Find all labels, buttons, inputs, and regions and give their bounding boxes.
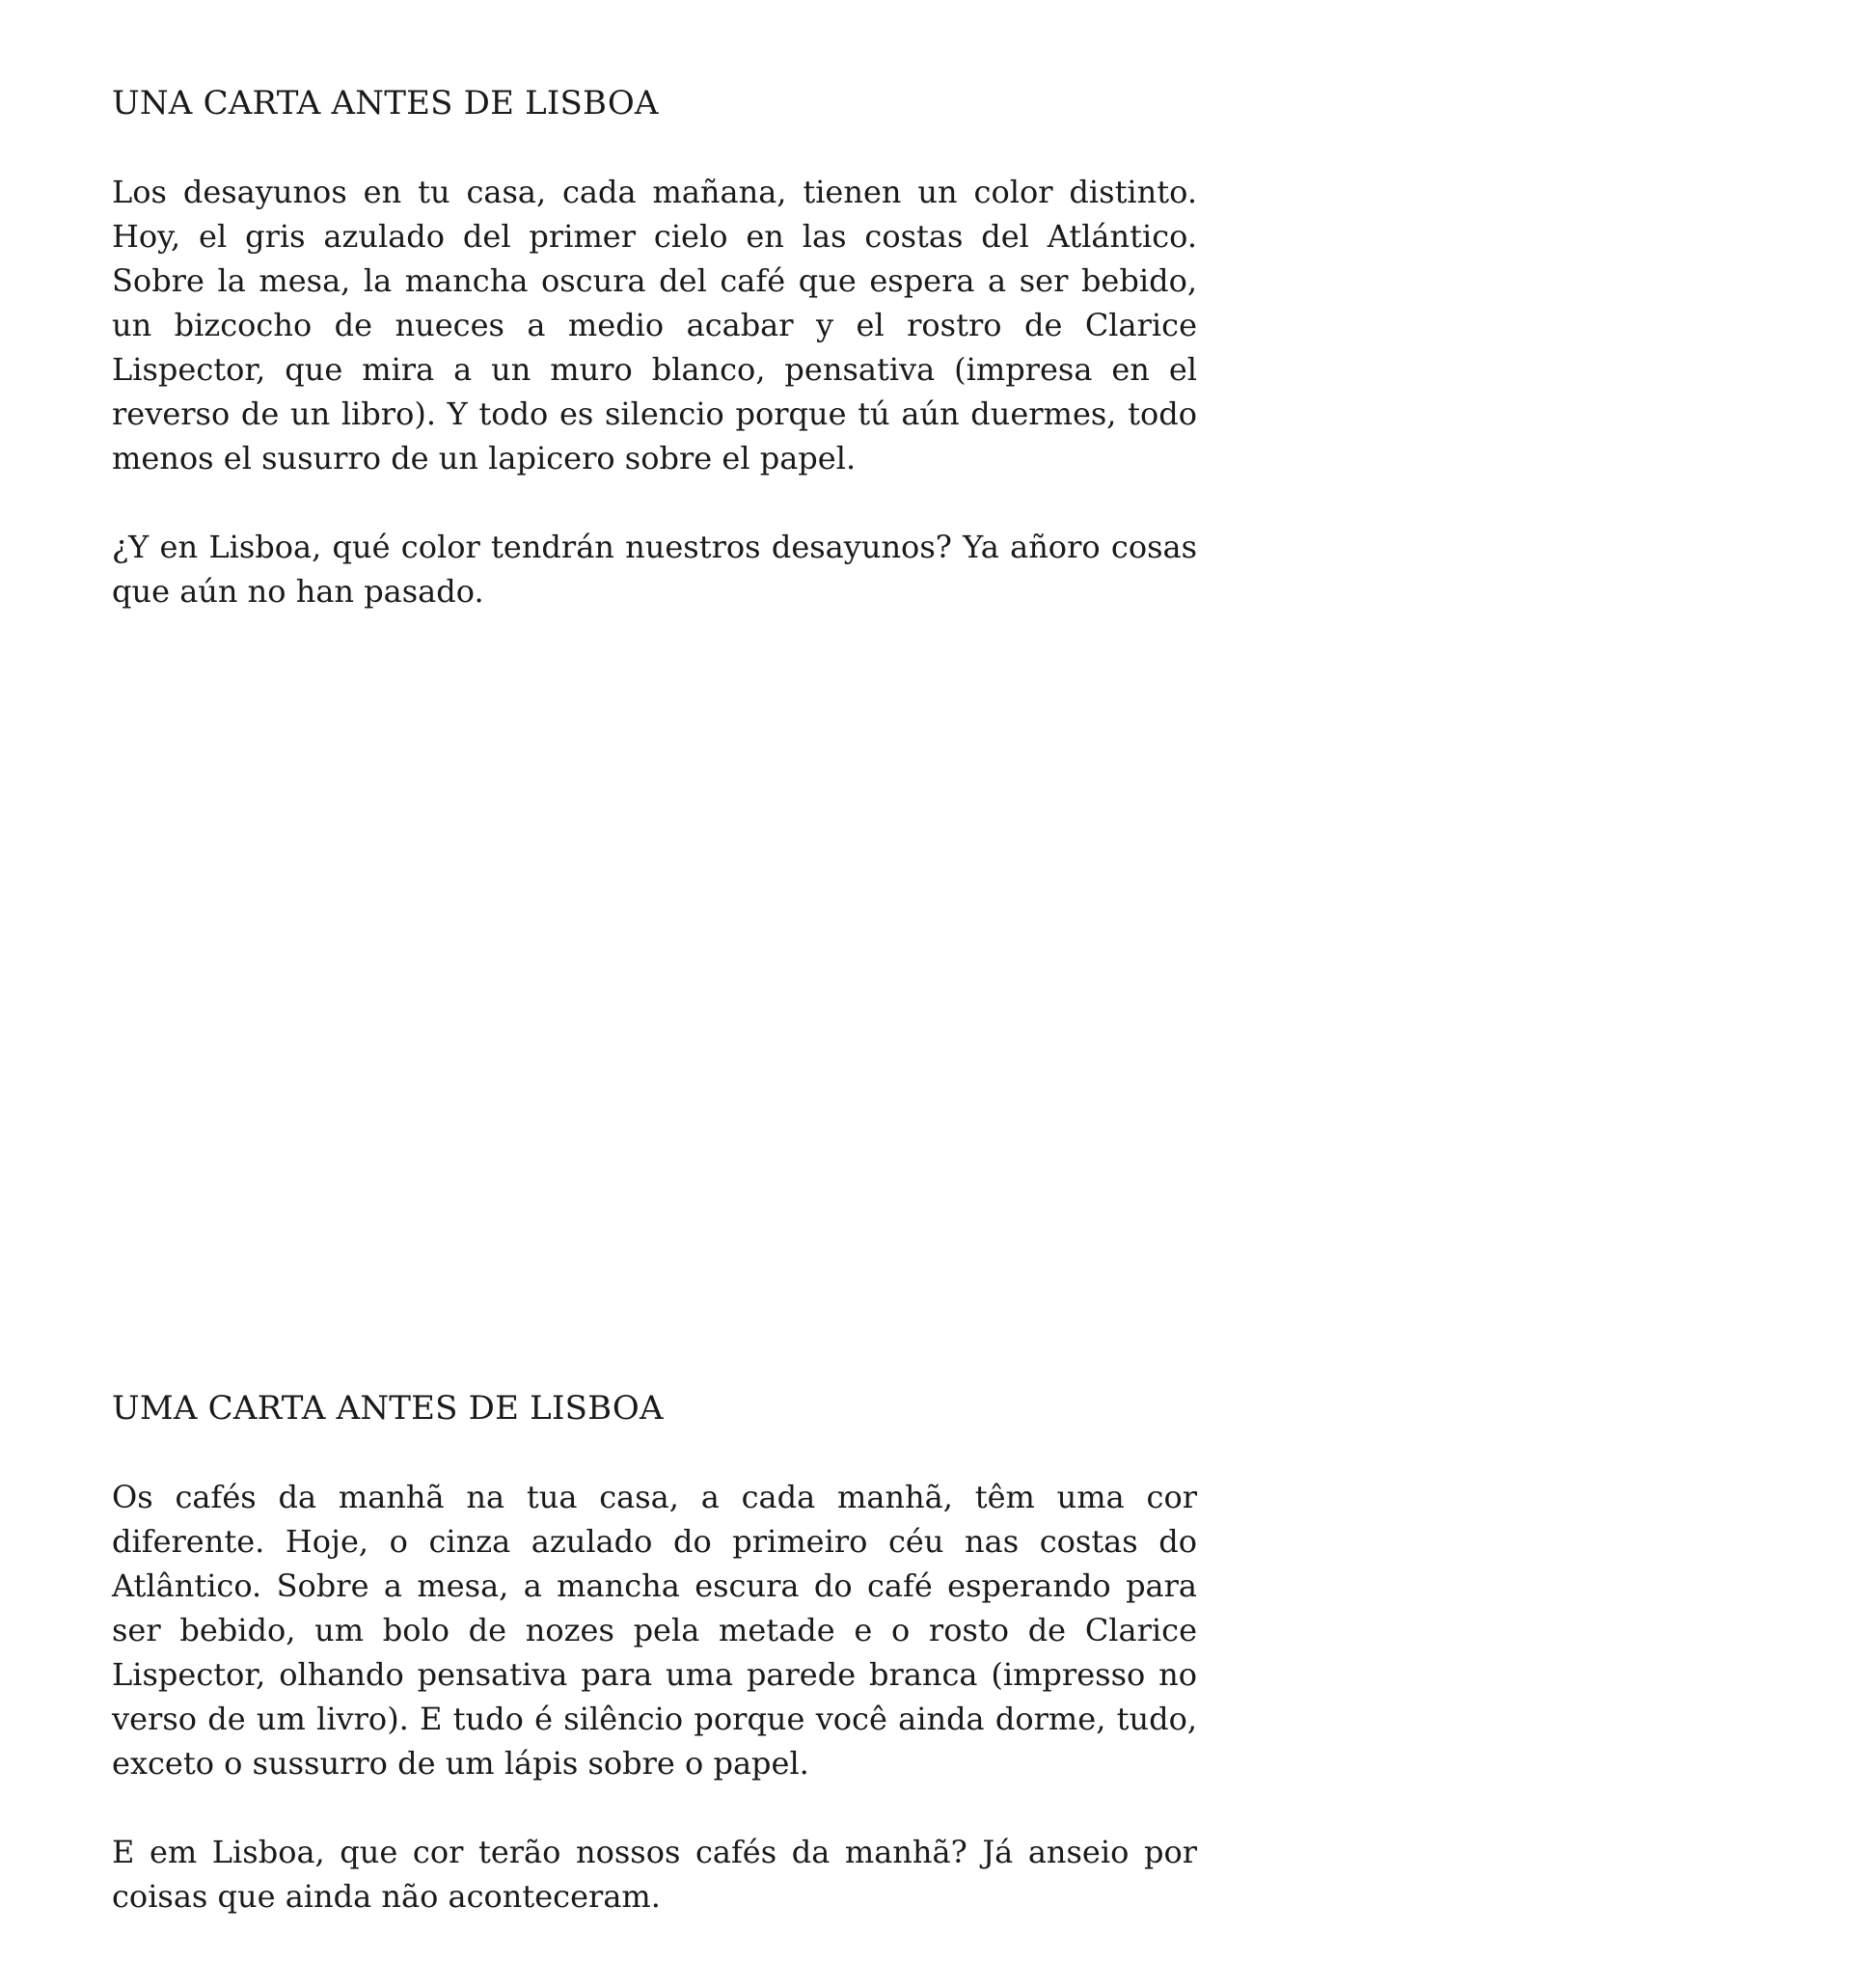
letter-paragraph: Os cafés da manhã na tua casa, a cada manhã, têm uma cor diferente. Hoje, o cinza azulado do primeiro céu nas costas do Atlântico. Sobre a mesa, a mancha escura do café esperando para ser bebido, um bolo de nozes pela metade e o rosto de Clarice Lispector, olhando pensativa para uma parede branca (impresso no verso de um livro). E tudo é silêncio porque você ainda dorme, tudo, exceto o sussurro de um lápis sobre o papel. xyxy=(112,1479,1197,1782)
letter-paragraph: E em Lisboa, que cor terão nossos cafés da manhã? Já anseio por coisas que ainda não aconteceram. xyxy=(112,1834,1197,1915)
letter-paragraph: ¿Y en Lisboa, qué color tendrán nuestros desayunos? Ya añoro cosas que aún no han pasado. xyxy=(112,529,1197,610)
letter-spanish xyxy=(112,81,1197,613)
letter-portuguese xyxy=(112,1386,1197,1919)
letter-title: UMA CARTA ANTES DE LISBOA xyxy=(112,1389,664,1428)
letter-title: UNA CARTA ANTES DE LISBOA xyxy=(112,84,659,123)
letter-paragraph: Los desayunos en tu casa, cada mañana, tienen un color distinto. Hoy, el gris azulado del primer cielo en las costas del Atlántico. Sobre la mesa, la mancha oscura del café que espera a ser bebido, un bizcocho de nueces a medio acabar y el rostro de Clarice Lispector, que mira a un muro blanco, pensativa (impresa en el reverso de un libro). Y todo es silencio porque tú aún duermes, todo menos el susurro de un lapicero sobre el papel. xyxy=(112,174,1197,477)
